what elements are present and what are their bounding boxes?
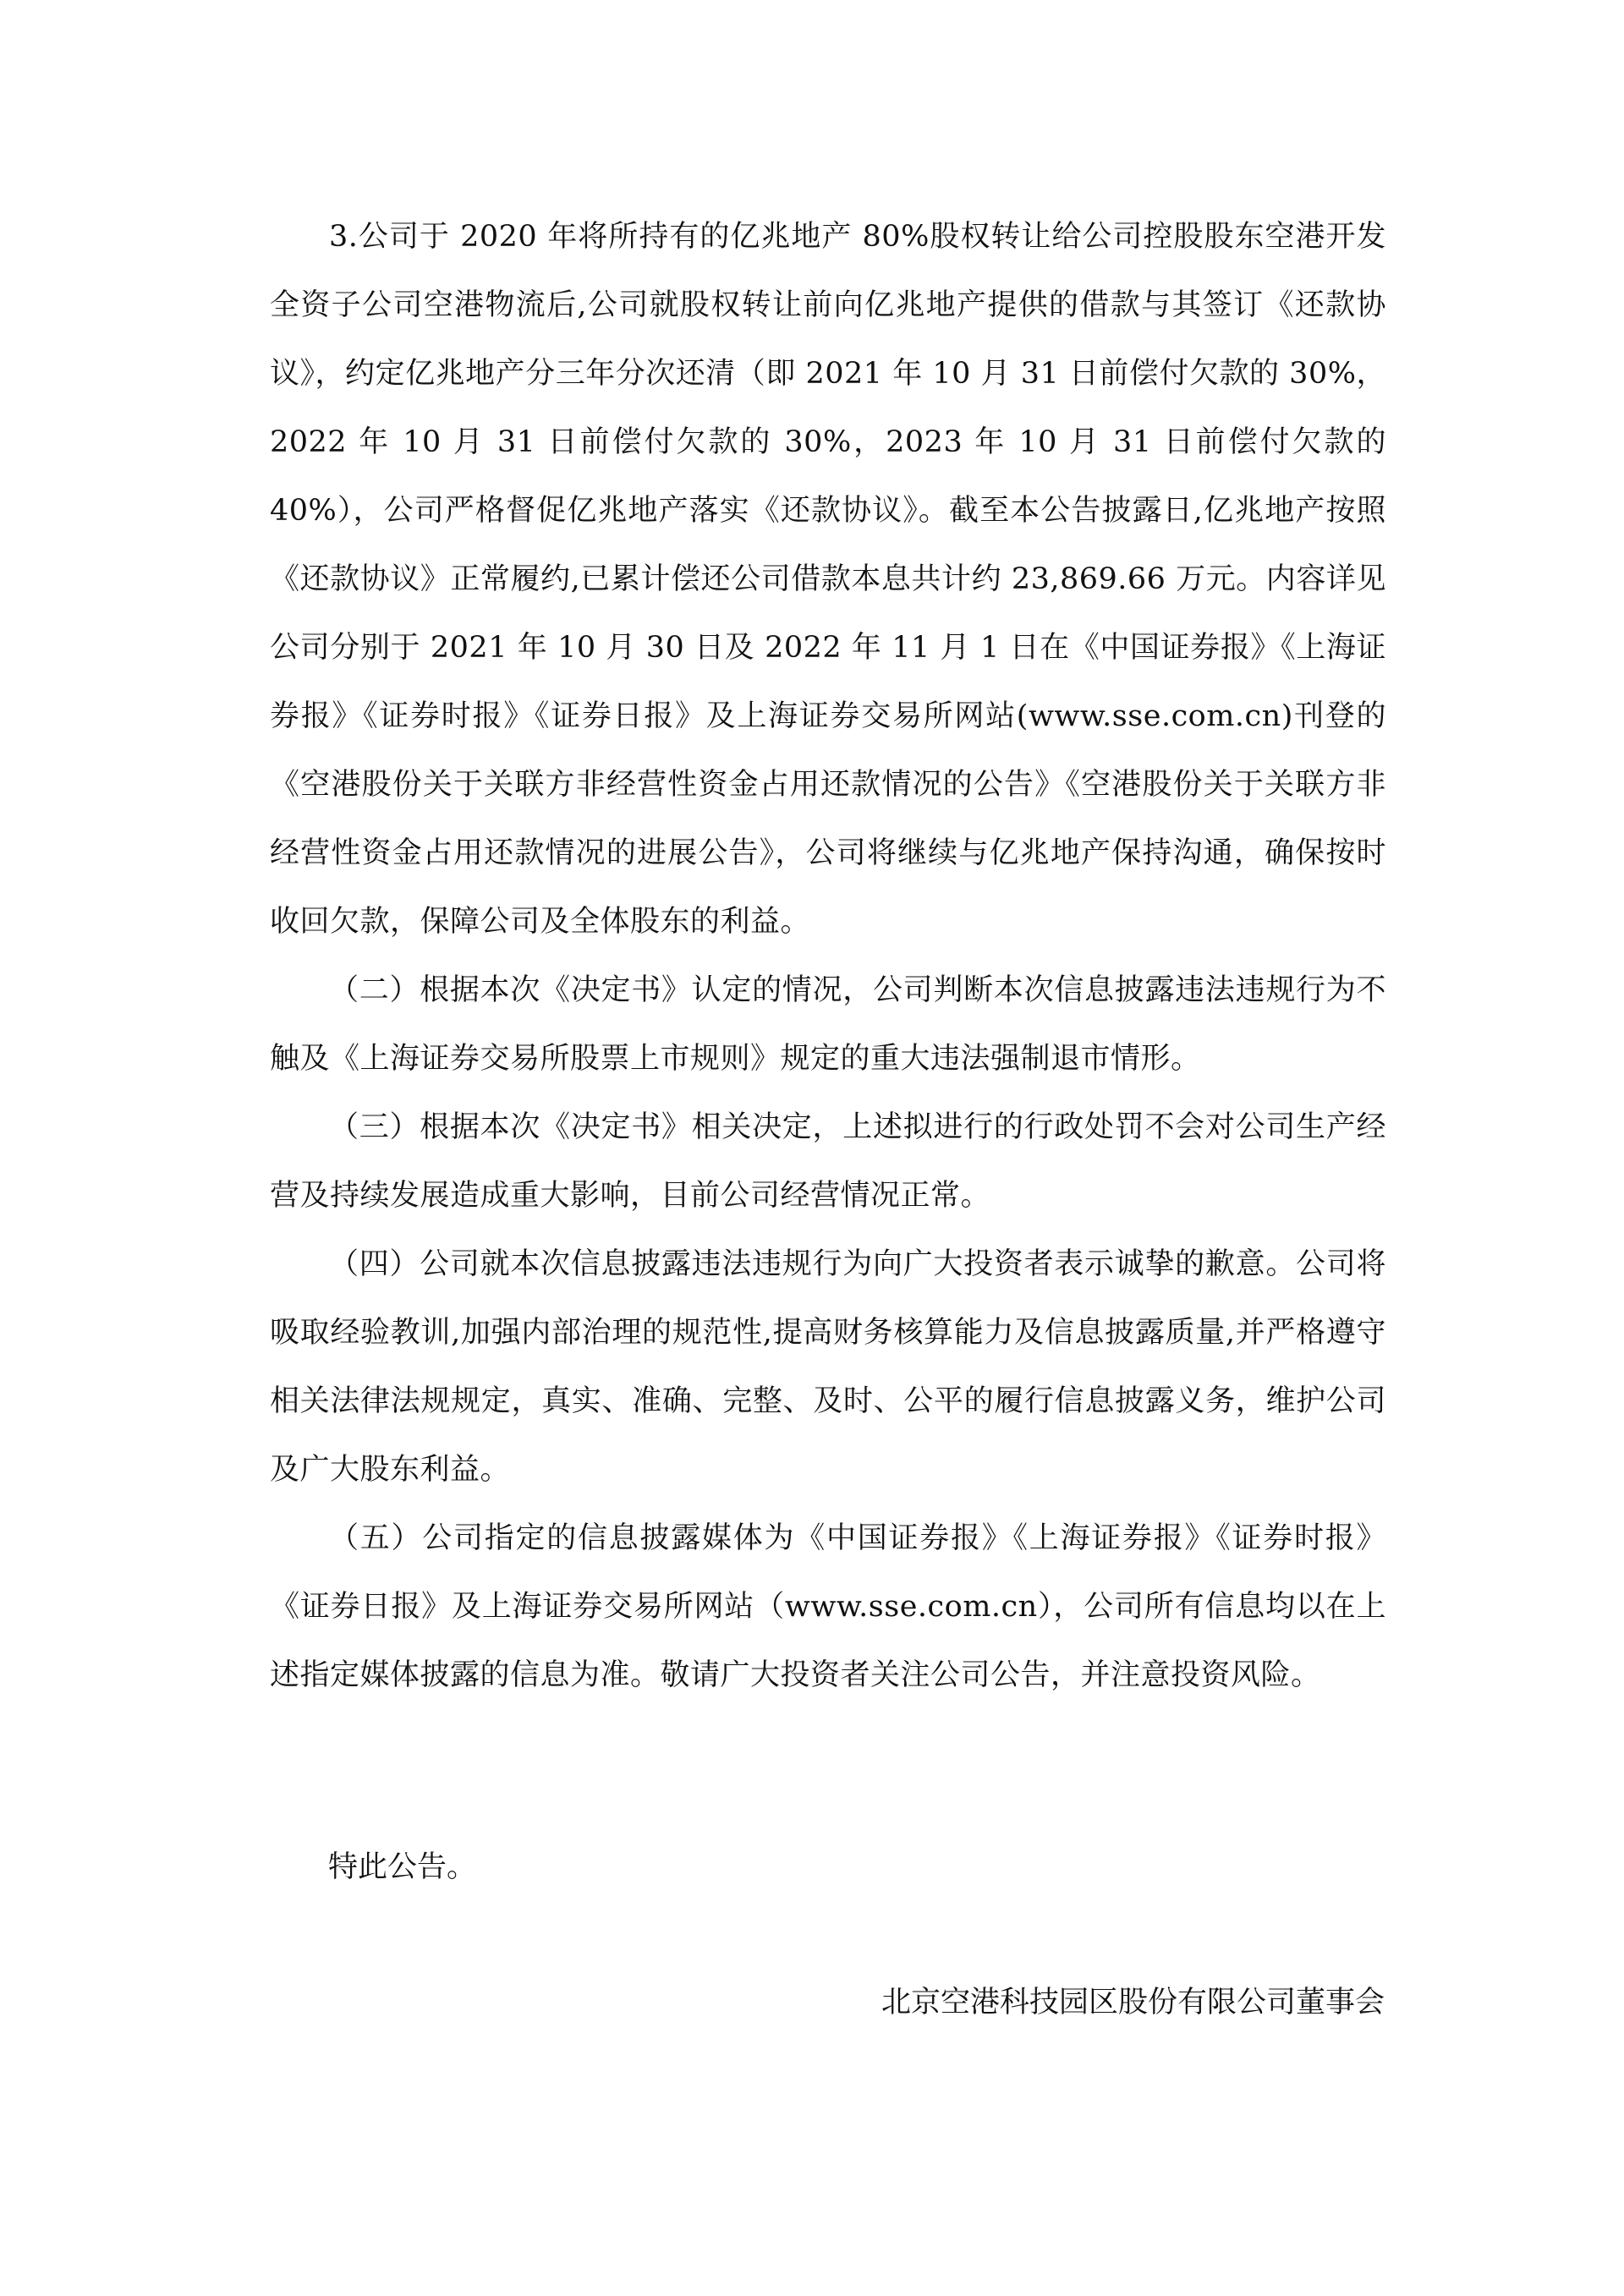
paragraph-delisting-assessment: （二）根据本次《决定书》认定的情况，公司判断本次信息披露违法违规行为不触及《上海证券交易所股票上市规则》规定的重大违法强制退市情形。: [270, 973, 1386, 1076]
signature-board: 北京空港科技园区股份有限公司董事会: [881, 1986, 1385, 2019]
closing-statement: 特此公告。: [328, 1850, 477, 1884]
paragraph-repayment-agreement: 3.公司于 2020 年将所持有的亿兆地产 80%股权转让给公司控股股东空港开发全资子公司空港物流后,公司就股权转让前向亿兆地产提供的借款与其签订《还款协议》，约定亿兆地产分三年分次还清（即 2021 年 10 月 31 日前偿付欠款的 30%，2022 年 10 月 31 日前偿付欠款的 30%，2023 年 10 月 31 日前偿付欠款的 40%），公司严格督促亿兆地产落实《还款协议》。截至本公告披露日,亿兆地产按照《还款协议》正常履约,已累计偿还公司借款本息共计约 23,869.66 万元。内容详见公司分别于 2021 年 10 月 30 日及 2022 年 11 月 1 日在《中国证券报》《上海证券报》《证券时报》《证券日报》及上海证券交易所网站(www.sse.com.cn)刊登的《空港股份关于关联方非经营性资金占用还款情况的公告》《空港股份关于关联方非经营性资金占用还款情况的进展公告》，公司将继续与亿兆地产保持沟通，确保按时收回欠款，保障公司及全体股东的利益。: [270, 220, 1386, 939]
paragraph-designated-media: （五）公司指定的信息披露媒体为《中国证券报》《上海证券报》《证券时报》《证券日报》及上海证券交易所网站（www.sse.com.cn），公司所有信息均以在上述指定媒体披露的信息为准。敬请广大投资者关注公司公告，并注意投资风险。: [270, 1521, 1386, 1692]
paragraph-penalty-impact: （三）根据本次《决定书》相关决定，上述拟进行的行政处罚不会对公司生产经营及持续发展造成重大影响，目前公司经营情况正常。: [270, 1110, 1386, 1213]
paragraph-apology: （四）公司就本次信息披露违法违规行为向广大投资者表示诚挚的歉意。公司将吸取经验教训,加强内部治理的规范性,提高财务核算能力及信息披露质量,并严格遵守相关法律法规规定，真实、准确、完整、及时、公平的履行信息披露义务，维护公司及广大股东利益。: [270, 1247, 1386, 1487]
document-body: [270, 203, 1386, 1710]
